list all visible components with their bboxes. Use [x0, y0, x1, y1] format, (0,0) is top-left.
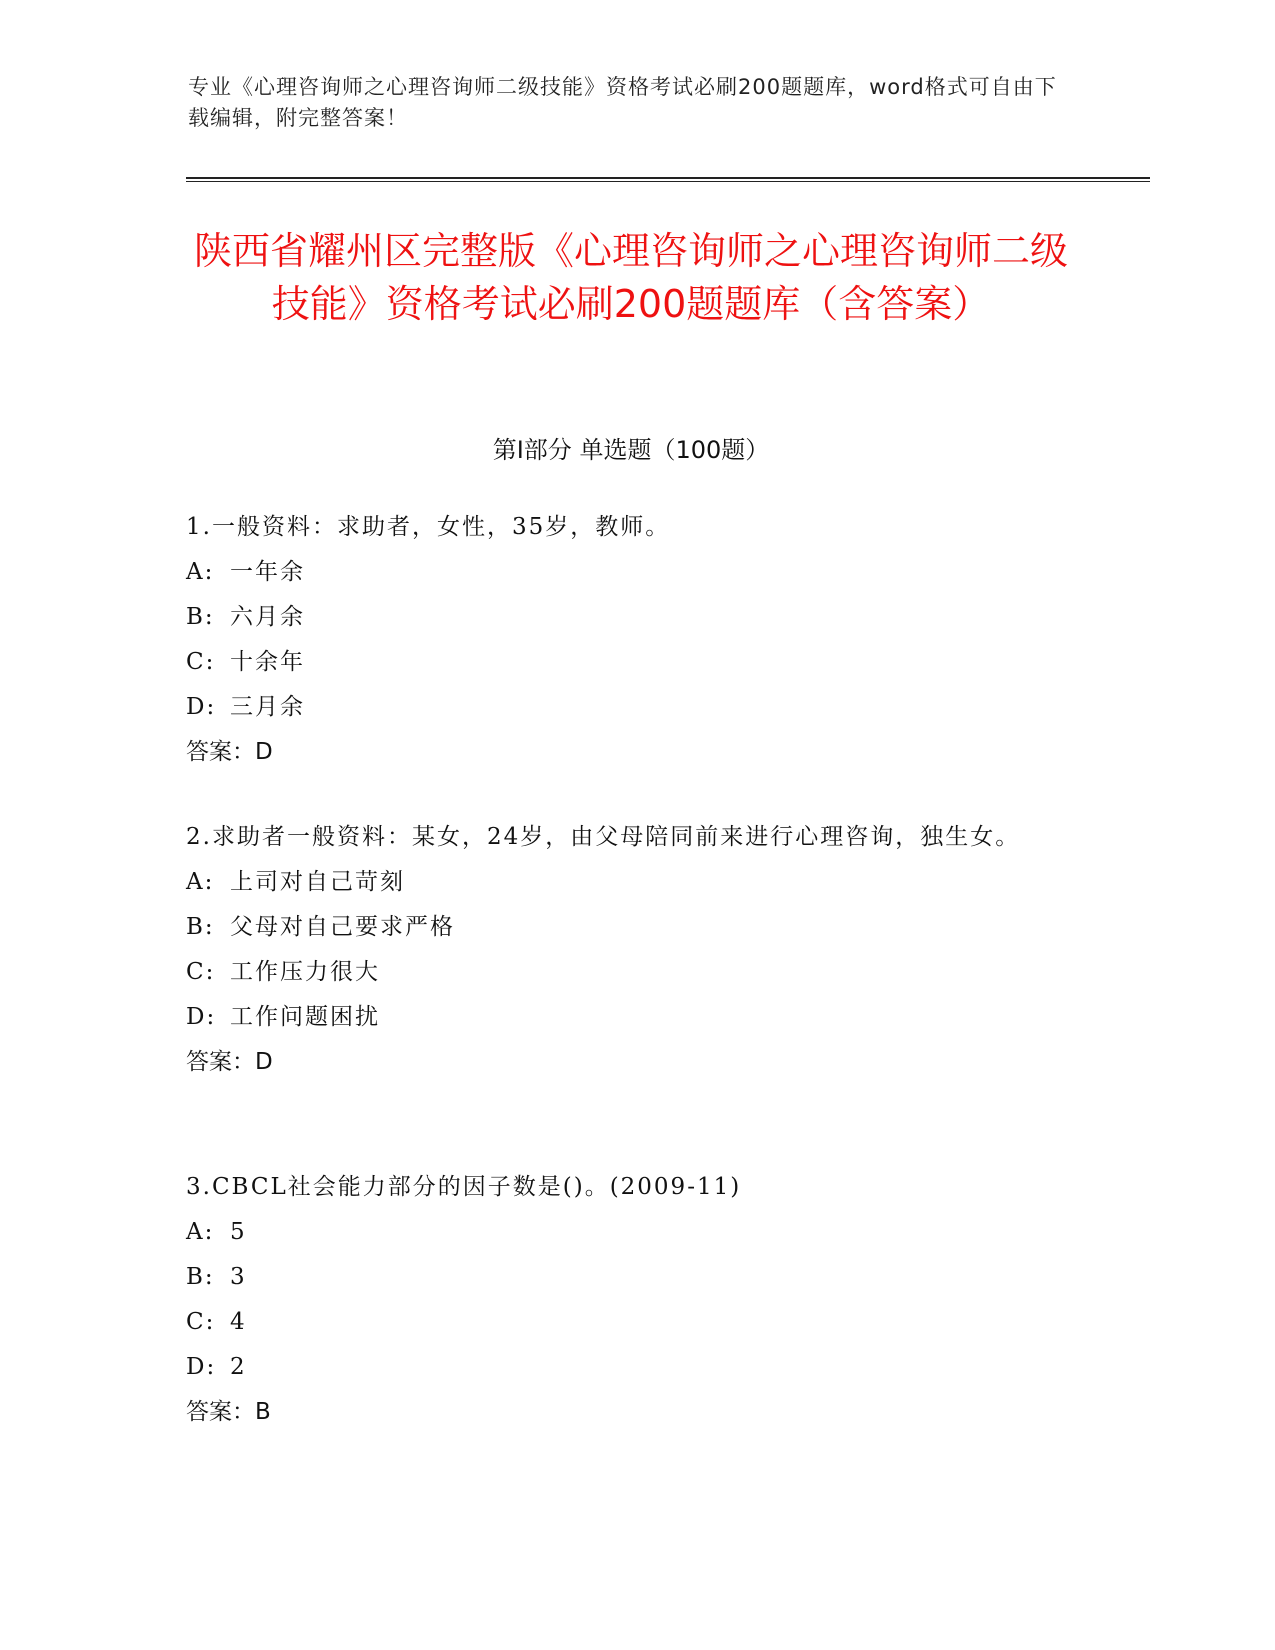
question-1 [186, 505, 1066, 775]
option-a [186, 1210, 1066, 1255]
option-text: 十余年 [230, 649, 305, 675]
section-title: 第Ⅰ部分 单选题（100题） [492, 436, 770, 464]
option-letter: C: [186, 1309, 216, 1335]
option-b [186, 1255, 1066, 1300]
document-title: 陕西省耀州区完整版《心理咨询师之心理咨询师二级技能》资格考试必刷200题题库（含答案） [193, 229, 1068, 326]
option-letter: A: [186, 869, 215, 895]
answer-line: 答案：D [186, 739, 273, 765]
option-text: 2 [230, 1354, 247, 1380]
option-d [186, 995, 1066, 1040]
option-a [186, 550, 1066, 595]
option-b [186, 595, 1066, 640]
question-3 [186, 1165, 1066, 1435]
option-letter: B: [186, 604, 215, 630]
option-text: 3 [230, 1264, 247, 1290]
option-text: 上司对自己苛刻 [230, 869, 405, 895]
option-letter: C: [186, 649, 216, 675]
option-text: 六月余 [230, 604, 305, 630]
option-letter: D: [186, 1004, 217, 1030]
answer-line: 答案：D [186, 1049, 273, 1075]
option-text: 工作问题困扰 [230, 1004, 380, 1030]
answer-line: 答案：B [186, 1399, 271, 1425]
header-divider-thin [186, 181, 1150, 182]
option-text: 三月余 [230, 694, 305, 720]
option-d [186, 1345, 1066, 1390]
question-stem: 3.CBCL社会能力部分的因子数是()。(2009-11) [186, 1174, 742, 1200]
option-letter: D: [186, 694, 217, 720]
option-letter: B: [186, 914, 215, 940]
option-text: 父母对自己要求严格 [230, 914, 455, 940]
header-note: 专业《心理咨询师之心理咨询师二级技能》资格考试必刷200题题库，word格式可自由下载编辑，附完整答案！ [188, 75, 1057, 130]
option-letter: C: [186, 959, 216, 985]
option-letter: A: [186, 1219, 215, 1245]
header-divider-thick [186, 177, 1150, 179]
option-text: 一年余 [230, 559, 305, 585]
option-b [186, 905, 1066, 950]
option-text: 4 [230, 1309, 247, 1335]
option-c [186, 950, 1066, 995]
option-d [186, 685, 1066, 730]
option-letter: D: [186, 1354, 217, 1380]
option-letter: A: [186, 559, 215, 585]
question-2 [186, 815, 1066, 1085]
option-c [186, 640, 1066, 685]
option-c [186, 1300, 1066, 1345]
option-letter: B: [186, 1264, 215, 1290]
option-text: 5 [230, 1219, 247, 1245]
option-a [186, 860, 1066, 905]
question-stem: 2.求助者一般资料：某女，24岁，由父母陪同前来进行心理咨询，独生女。 [186, 824, 1021, 850]
option-text: 工作压力很大 [230, 959, 380, 985]
question-stem: 1.一般资料：求助者，女性，35岁，教师。 [186, 514, 671, 540]
